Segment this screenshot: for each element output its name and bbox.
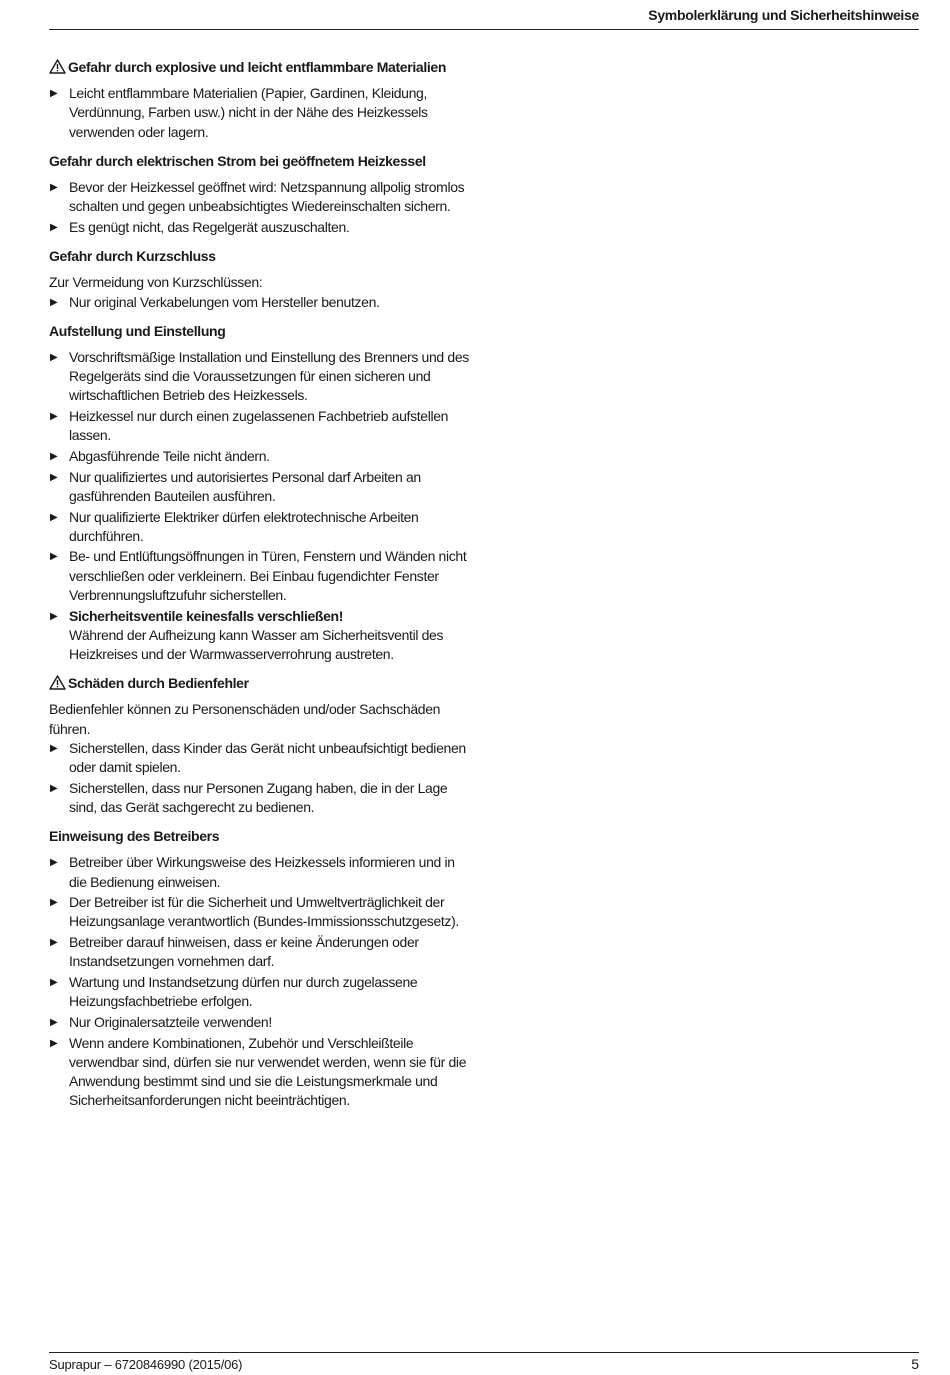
list-item-text: Sicherstellen, dass Kinder das Gerät nicht unbeaufsichtigt bedienen oder damit spielen.: [69, 739, 466, 775]
bullet-arrow-icon: ▶: [50, 742, 58, 754]
bullet-arrow-icon: ▶: [50, 351, 58, 363]
bullet-list: [49, 348, 469, 664]
list-item-text: Sicherstellen, dass nur Personen Zugang haben, die in der Lage sind, das Gerät sachgerecht zu bedienen.: [69, 779, 448, 815]
bullet-arrow-icon: ▶: [50, 937, 58, 949]
list-item: [49, 973, 469, 1011]
section-heading-text: Schäden durch Bedienfehler: [68, 675, 249, 692]
section: [49, 247, 469, 312]
section: [49, 674, 469, 817]
section-heading-text: Aufstellung und Einstellung: [49, 322, 226, 339]
bullet-list: [49, 739, 469, 817]
bullet-list: [49, 84, 469, 142]
list-item-text: Heizkessel nur durch einen zugelassenen Fachbetrieb aufstellen lassen.: [69, 408, 449, 444]
bullet-arrow-icon: ▶: [50, 88, 58, 100]
list-item: [49, 218, 469, 237]
section-intro: Bedienfehler können zu Personenschäden und/oder Sachschäden führen.: [49, 701, 441, 737]
section-heading-text: Gefahr durch explosive und leicht entflammbare Materialien: [68, 59, 447, 75]
section-heading-text: Gefahr durch elektrischen Strom bei geöffnetem Heizkessel: [49, 152, 426, 169]
list-item-text: Nur Originalersatzteile verwenden!: [69, 1013, 272, 1030]
list-item-text: Wartung und Instandsetzung dürfen nur durch zugelassene Heizungsfachbetriebe erfolgen.: [69, 974, 418, 1010]
section-heading: [49, 827, 469, 846]
section-heading-text: Einweisung des Betreibers: [49, 828, 220, 845]
list-item: [49, 447, 469, 466]
bullet-arrow-icon: ▶: [50, 450, 58, 462]
warning-icon: [49, 59, 66, 74]
list-item-text: Es genügt nicht, das Regelgerät auszuschalten.: [69, 218, 350, 235]
bullet-arrow-icon: ▶: [50, 1037, 58, 1049]
bullet-arrow-icon: ▶: [50, 897, 58, 909]
bullet-arrow-icon: ▶: [50, 471, 58, 483]
list-item-text: Betreiber über Wirkungsweise des Heizkessels informieren und in die Bedienung einweisen.: [69, 854, 455, 890]
running-header-title: Symbolerklärung und Sicherheitshinweise: [648, 7, 919, 23]
section-heading: [49, 322, 469, 341]
list-item: [49, 178, 469, 216]
bullet-arrow-icon: ▶: [50, 551, 58, 563]
list-item-text: Nur original Verkabelungen vom Hersteller benutzen.: [69, 293, 380, 310]
list-item-text: Bevor der Heizkessel geöffnet wird: Netzspannung allpolig stromlos schalten und gegen unbeabsichtigtes Wiedereinschalten sichern.: [69, 179, 465, 215]
list-item: [49, 893, 469, 931]
bullet-list: [49, 293, 469, 312]
list-item: [49, 348, 469, 406]
header-divider: [49, 29, 919, 30]
section-heading-text: Gefahr durch Kurzschluss: [49, 248, 216, 265]
list-item: [49, 853, 469, 891]
list-item: [49, 508, 469, 546]
section-heading: [49, 674, 469, 693]
list-item: [49, 933, 469, 971]
list-item: [49, 84, 469, 142]
list-item-text: Leicht entflammbare Materialien (Papier, Gardinen, Kleidung, Verdünnung, Farben usw.) nicht in der Nähe des Heizkessels verwenden oder lagern.: [69, 85, 428, 140]
section-heading: [49, 152, 469, 171]
list-item: [49, 1034, 469, 1111]
list-item: [49, 779, 469, 817]
page-content: [49, 58, 469, 1120]
list-item-text: Betreiber darauf hinweisen, dass er keine Änderungen oder Instandsetzungen vornehmen darf.: [69, 934, 419, 970]
bullet-arrow-icon: ▶: [50, 1016, 58, 1028]
warning-icon: [49, 675, 66, 690]
bullet-list: [49, 178, 469, 237]
bullet-arrow-icon: ▶: [50, 511, 58, 523]
list-item-text: Vorschriftsmäßige Installation und Einstellung des Brenners und des Regelgeräts sind die Voraussetzungen für einen sicheren und wirtschaftlichen Betrieb des Heizkessels.: [69, 348, 469, 404]
list-item-emphasis: Sicherheitsventile keinesfalls verschließen!: [69, 607, 344, 624]
section: [49, 322, 469, 664]
bullet-arrow-icon: ▶: [50, 221, 58, 233]
list-item-text: Nur qualifiziertes und autorisiertes Personal darf Arbeiten an gasführenden Bauteilen ausführen.: [69, 468, 421, 504]
list-item: [49, 607, 469, 665]
section: [49, 58, 469, 142]
list-item: [49, 1013, 469, 1032]
section-heading: [49, 247, 469, 266]
list-item-text: Be- und Entlüftungsöffnungen in Türen, Fenstern und Wänden nicht verschließen oder verkleinern. Bei Einbau fugendichter Fenster Verbrennungsluftzufuhr sicherstellen.: [69, 548, 467, 603]
list-item: [49, 407, 469, 445]
section: [49, 827, 469, 1110]
section-heading: [49, 58, 469, 77]
list-item-text: Während der Aufheizung kann Wasser am Sicherheitsventil des Heizkreises und der Warmwasserverrohrung austreten.: [69, 626, 444, 662]
footer-document-id: Suprapur – 6720846990 (2015/06): [49, 1357, 243, 1372]
page-number: 5: [911, 1356, 919, 1372]
list-item: [49, 547, 469, 605]
bullet-arrow-icon: ▶: [50, 296, 58, 308]
list-item-text: Der Betreiber ist für die Sicherheit und Umweltverträglichkeit der Heizungsanlage verantwortlich (Bundes-Immissionsschutzgesetz).: [69, 894, 459, 930]
list-item: [49, 293, 469, 312]
list-item: [49, 468, 469, 506]
bullet-arrow-icon: ▶: [50, 977, 58, 989]
list-item-text: Abgasführende Teile nicht ändern.: [69, 447, 270, 464]
bullet-list: [49, 853, 469, 1110]
bullet-arrow-icon: ▶: [50, 411, 58, 423]
section-intro: Zur Vermeidung von Kurzschlüssen:: [49, 274, 263, 291]
list-item: [49, 739, 469, 777]
list-item-text: Wenn andere Kombinationen, Zubehör und Verschleißteile verwendbar sind, dürfen sie nur verwendet werden, wenn sie für die Anwendung bestimmt sind und sie die Leistungsmerkmale und Sicherheitsanforderungen nicht beeinträchtigen.: [69, 1034, 467, 1109]
bullet-arrow-icon: ▶: [50, 610, 58, 622]
footer-divider: [49, 1352, 919, 1353]
bullet-arrow-icon: ▶: [50, 857, 58, 869]
section: [49, 152, 469, 237]
bullet-arrow-icon: ▶: [50, 782, 58, 794]
bullet-arrow-icon: ▶: [50, 182, 58, 194]
list-item-text: Nur qualifizierte Elektriker dürfen elektrotechnische Arbeiten durchführen.: [69, 508, 419, 544]
